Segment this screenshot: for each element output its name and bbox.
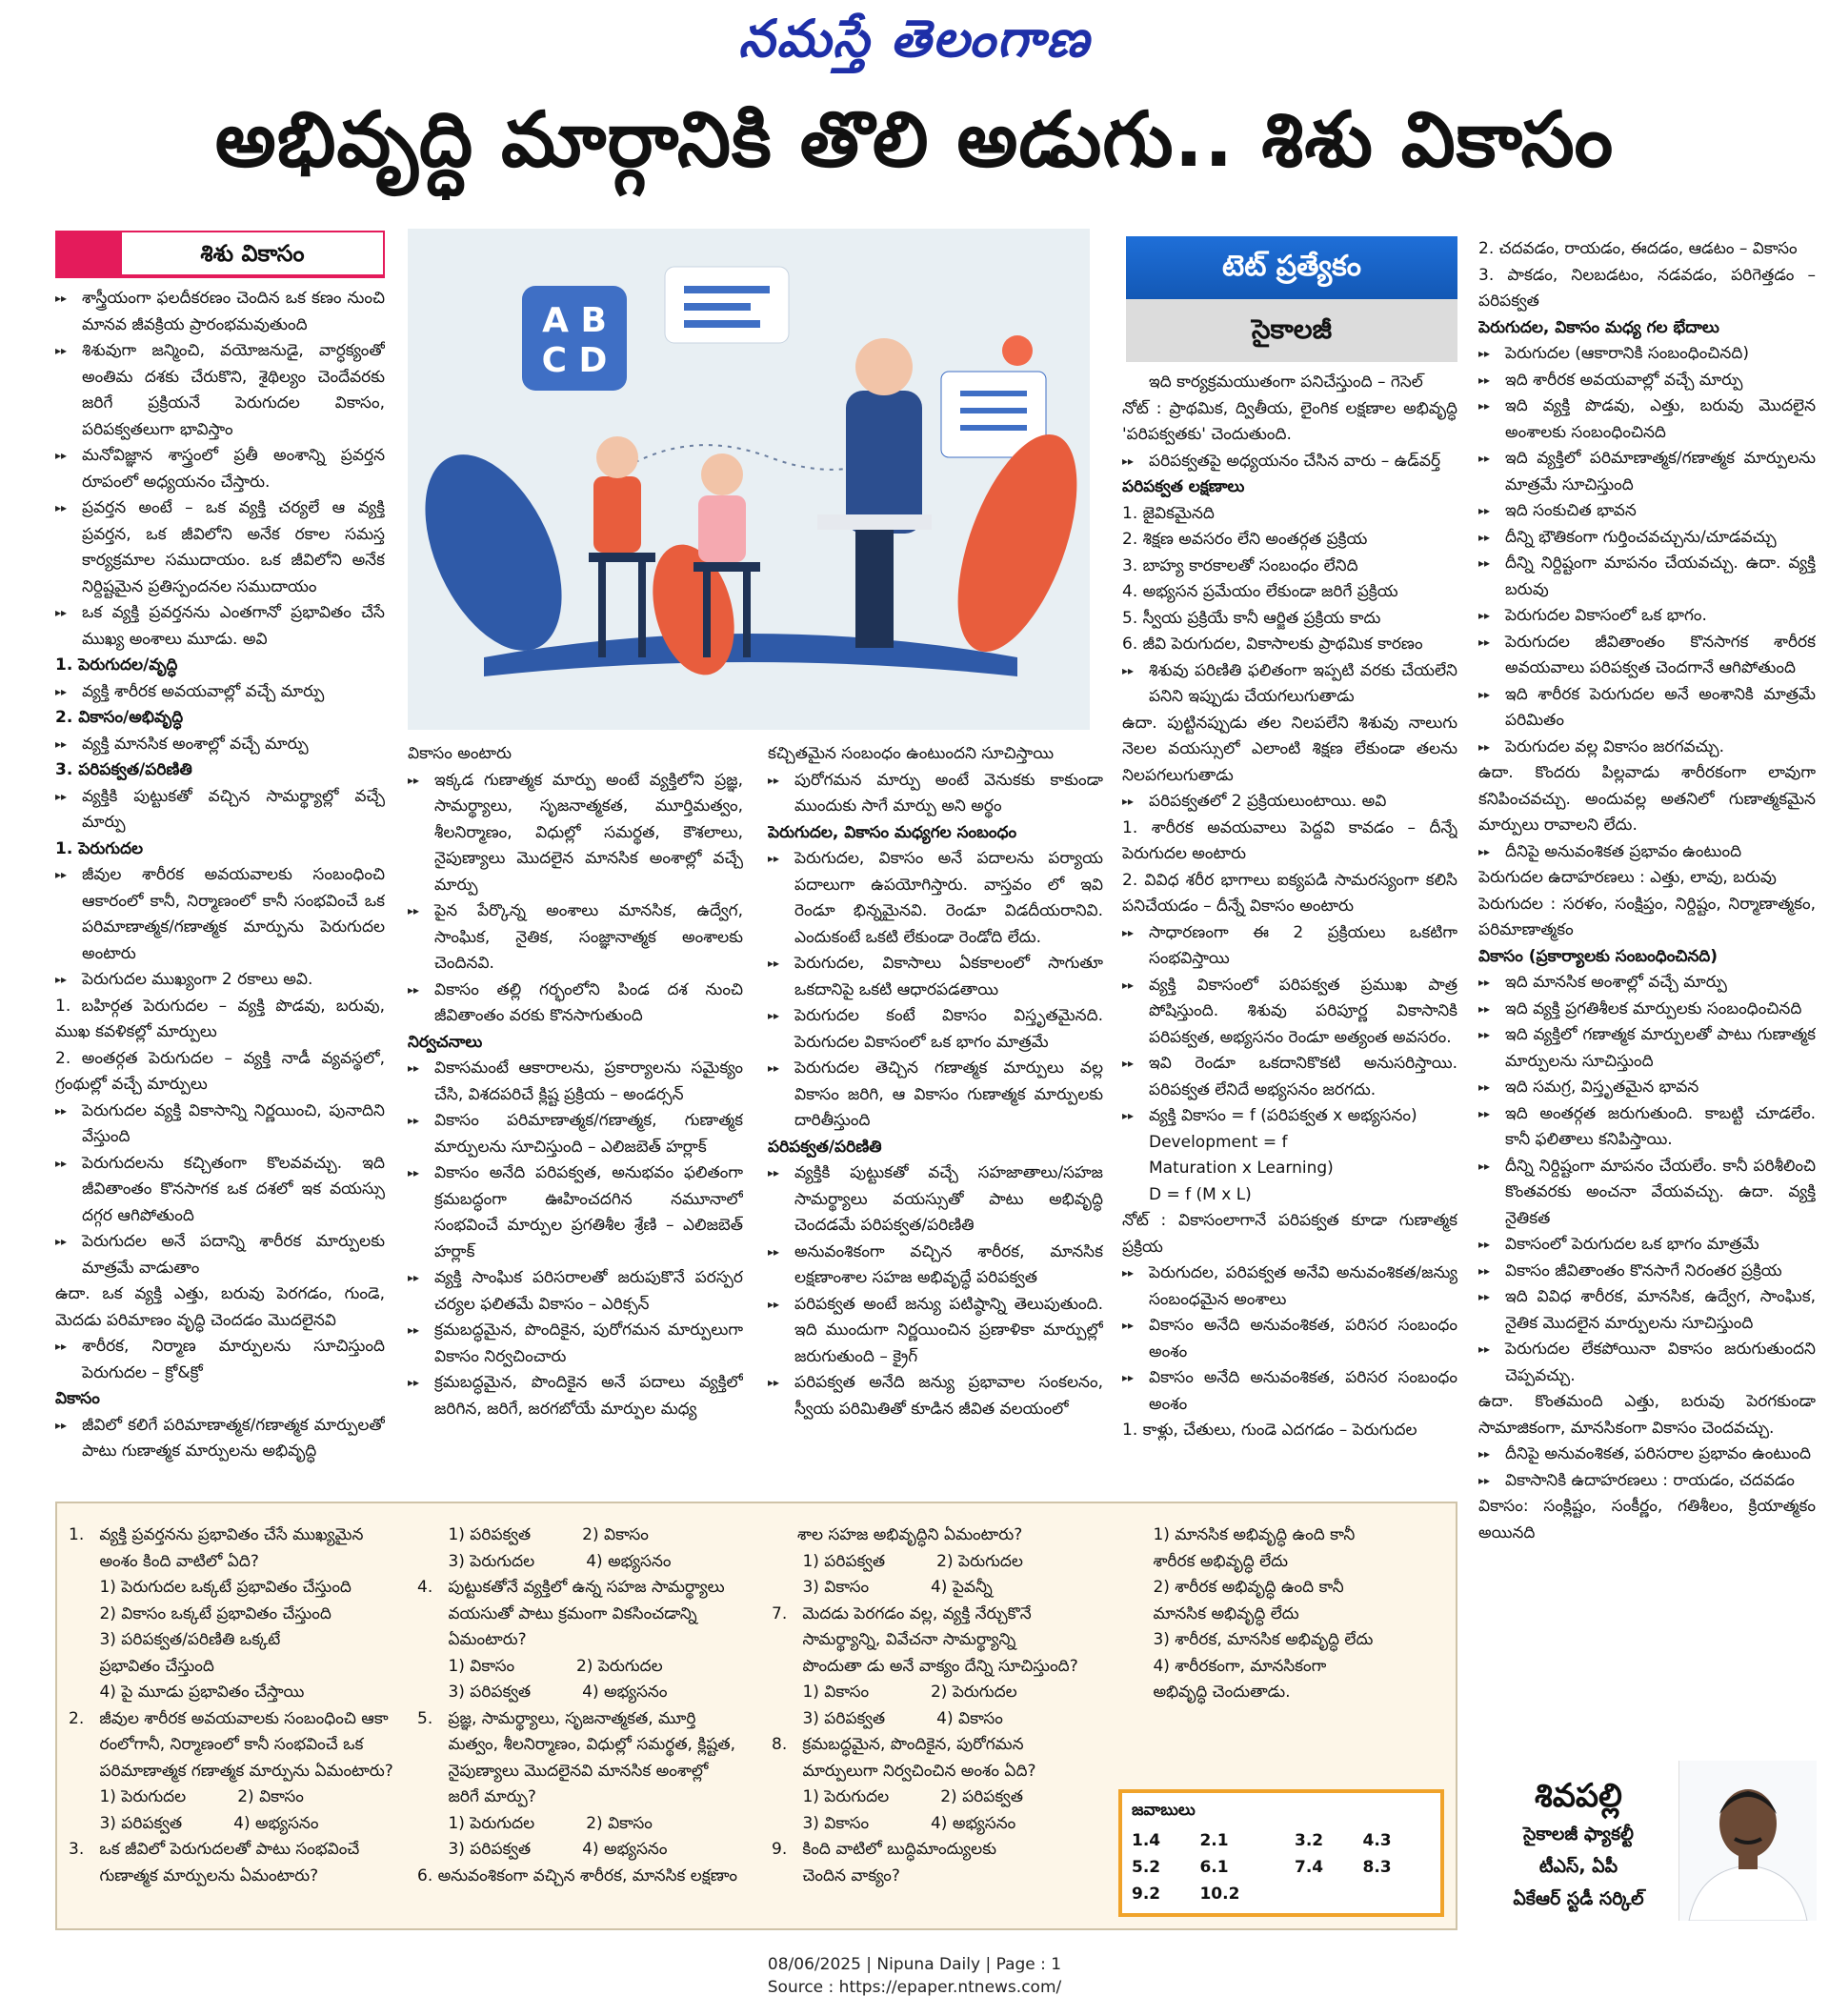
psychology-label: సైకాలజీ [1126, 299, 1457, 362]
paragraph: 1. జైవికమైనది [1122, 503, 1215, 523]
subheading: వికాసం [55, 1389, 100, 1408]
paragraph: D = f (M x L) [1149, 1184, 1252, 1204]
bullet-point: ▸▸ పెరుగుదల లేకపోయినా వికాసం జరుగుతుందని చెప్పవచ్చు. [1478, 1337, 1816, 1389]
bullet-point: ▸▸ పెరుగుదల వల్ల వికాసం జరగవచ్చు. [1478, 735, 1816, 761]
article-column-3 [768, 741, 1103, 1496]
paragraph: 2. అంతర్గత పెరుగుదల – వ్యక్తి నాడీ వ్యవస్థలో, గ్రంథుల్లో వచ్చే మార్పులు [55, 1048, 385, 1094]
bullet-point: ▸▸ పరిపక్వత అంటే జన్యు పటిష్ఠాన్ని తెలుపుతుంది. ఇది ముందుగా నిర్ణయించిన ప్రణాళికా మార్పుల్లో జరుగుతుంది – క్రైగ్ [768, 1292, 1103, 1371]
bullet-point: ▸▸ వ్యక్తి శారీరక అవయవాల్లో వచ్చే మార్పు [55, 679, 385, 706]
bullet-point: ▸▸ ఇక్కడ గుణాత్మక మార్పు అంటే వ్యక్తిలోని ప్రజ్ఞ, సామర్థ్యాలు, సృజనాత్మకత, మూర్తిమత్వం, శీలనిర్మాణం, విధుల్లో సమర్థత, కౌశలాలు, నైపుణ్యాలు మొదలైన మానసిక అంశాల్లో వచ్చే మార్పు [408, 768, 743, 899]
bullet-point: ▸▸ పెరుగుదల కంటే వికాసం విస్తృతమైనది. పెరుగుదల వికాసంలో ఒక భాగం మాత్రమే [768, 1003, 1103, 1056]
page-footer [0, 1953, 1829, 1999]
author-designation: సైకాలజీ ఫ్యాకల్టీ [1523, 1824, 1634, 1845]
paragraph: పెరుగుదల : సరళం, సంక్షిప్తం, నిర్దిష్టం, నిర్మాణాత్మకం, పరిమాణాత్మకం [1478, 894, 1816, 939]
article-column-2 [408, 741, 743, 1496]
author-box [1478, 1761, 1816, 1921]
paragraph: 4. అభ్యసన ప్రమేయం లేకుండా జరిగే ప్రక్రియ [1122, 582, 1398, 601]
bullet-point: ▸▸ ఇది వ్యక్తిలో పరిమాణాత్మక/గణాత్మక మార్పులను మాత్రమే సూచిస్తుంది [1478, 446, 1816, 498]
subheading: 1. పెరుగుదల [55, 838, 144, 858]
bullet-point: ▸▸ పెరుగుదలను కచ్చితంగా కొలవవచ్చు. ఇది జీవితాంతం కొనసాగక ఒక దశలో ఇక వయస్సు దగ్గర ఆగిపోతుంది [55, 1151, 385, 1230]
questions-text-3: శాల సహజ అభివృద్ధిని ఏమంటారు? 1) పరిపక్వత 2) పెరుగుదల 3) వికాసం 4) పైవన్నీ 7. మెదడు పెరగడం వల్ల, వ్యక్తి నేర్చుకొనే సామర్థ్యాన్ని, వివేచనా సామర్థ్యాన్ని పొందుతా డు అనే వాక్యం దేన్ని సూచిస్తుంది? 1) వికాసం 2) పెరుగుదల 3) పరిపక్వత 4) వికాసం 8. క్రమబద్ధమైన, పొందికైన, పురోగమన మార్పులుగా నిర్వచించిన అంశం ఏది? 1) పెరుగుదల 2) పరిపక్వత 3) వికాసం 4) అభ్యసనం 9. కింది వాటిలో బుద్ధిమాంద్యులకు చెందిన వాక్యం? [772, 1525, 1078, 1885]
answer-cell: 5.2 [1132, 1858, 1161, 1877]
bullet-point: ▸▸ శాస్త్రీయంగా ఫలదీకరణం చెందిన ఒక కణం నుంచి మానవ జీవక్రియ ప్రారంభమవుతుంది [55, 286, 385, 338]
bullet-point: ▸▸ క్రమబద్ధమైన, పొందికైన అనే పదాలు వ్యక్తిలో జరిగిన, జరిగే, జరగబోయే మార్పుల మధ్య [408, 1370, 743, 1422]
bullet-point: ▸▸ పరిపక్వత అనేది జన్యు ప్రభావాల సంకలనం, స్వీయ పరిమితితో కూడిన జీవిత వలయంలో [768, 1370, 1103, 1422]
bullet-point: ▸▸ పైన పేర్కొన్న అంశాలు మానసిక, ఉద్వేగ, సాంఘిక, నైతిక, సంజ్ఞానాత్మక అంశాలకు చెందినవి. [408, 898, 743, 978]
answer-cell: 10.2 [1199, 1885, 1240, 1904]
questions-column-2 [417, 1522, 817, 1923]
paragraph: పెరుగుదల ఉదాహరణలు : ఎత్తు, లావు, బరువు [1478, 868, 1777, 887]
bullet-point: ▸▸ వ్యక్తి సాంఘిక పరిసరాలతో జరుపుకొనే పరస్పర చర్యల ఫలితమే వికాసం – ఎరిక్సన్ [408, 1265, 743, 1318]
answer-key-box [1118, 1789, 1444, 1917]
answer-cell: 3.2 [1295, 1831, 1324, 1850]
paragraph: Maturation x Learning) [1149, 1159, 1334, 1178]
paragraph: 1. కాళ్లు, చేతులు, గుండె ఎదగడం – పెరుగుదల [1122, 1421, 1417, 1440]
tet-special-banner [1126, 236, 1457, 362]
paragraph: ఇది కార్యక్రమయుతంగా పనిచేస్తుంది – గెసెల్ [1149, 373, 1423, 392]
subheading: 2. వికాసం/అభివృద్ధి [55, 708, 184, 727]
paragraph: 1. బహిర్గత పెరుగుదల – వ్యక్తి పొడవు, బరువు, ముఖ కవళికల్లో మార్పులు [55, 996, 385, 1041]
bullet-point: ▸▸ ఇది మానసిక అంశాల్లో వచ్చే మార్పు [1478, 970, 1816, 997]
bullet-point: ▸▸ శారీరక, నిర్మాణ మార్పులను సూచిస్తుంది పెరుగుదల – క్రో&క్రో [55, 1334, 385, 1386]
section-label: శిశు వికాసం [55, 231, 385, 278]
answer-row [1132, 1854, 1431, 1881]
footer-source-line: Source : https://epaper.ntnews.com/ [767, 1978, 1062, 1997]
author-portrait [1679, 1761, 1817, 1921]
bullet-point: ▸▸ దీన్ని నిర్దిష్టంగా మాపనం చేయలేం. కానీ పరిశీలించి కొంతవరకు అంచనా వేయవచ్చు. ఉదా. వ్యక్తి నైతికత [1478, 1154, 1816, 1233]
bullet-point: ▸▸ వికాసం అనేది అనువంశికత, పరిసర సంబంధం అంశం [1122, 1313, 1457, 1365]
author-photo [1678, 1761, 1816, 1921]
bullet-point: ▸▸ పెరుగుదల, వికాసాలు ఏకకాలంలో సాగుతూ ఒకదానిపై ఒకటి ఆధారపడతాయి [768, 951, 1103, 1003]
bullet-point: ▸▸ వికాసమంటే ఆకారాలను, ప్రకార్యాలను సమైక్యం చేసి, విశదపరిచే క్లిష్ట ప్రక్రియ – అండర్సన్ [408, 1056, 743, 1108]
paragraph: 2. చదవడం, రాయడం, ఈదడం, ఆడటం – వికాసం [1478, 239, 1798, 258]
bullet-point: ▸▸ వికాసం పరిమాణాత్మక/గణాత్మక, గుణాత్మక మార్పులను సూచిస్తుంది – ఎలిజబెత్ హర్లాక్ [408, 1108, 743, 1160]
bullet-point: ▸▸ పెరుగుదల వికాసంలో ఒక భాగం. [1478, 603, 1816, 630]
answer-cell: 8.3 [1362, 1858, 1392, 1877]
answer-cell: 1.4 [1132, 1831, 1161, 1850]
answer-cell [1362, 1881, 1431, 1907]
bullet-point: ▸▸ వికాసంలో పెరుగుదల ఒక భాగం మాత్రమే [1478, 1232, 1816, 1259]
bullet-point: ▸▸ వికాసం తల్లి గర్భంలోని పిండ దశ నుంచి జీవితాంతం వరకు కొనసాగుతుంది [408, 978, 743, 1030]
paragraph: నోట్ : ప్రాథమిక, ద్వితీయ, లైంగిక లక్షణాల అభివృద్ధి 'పరిపక్వతకు' చెందుతుంది. [1122, 398, 1457, 444]
bullet-point: ▸▸ పరిపక్వతపై అధ్యయనం చేసిన వారు – ఉడ్‌వర్త్ [1122, 449, 1457, 475]
bullet-point: ▸▸ ఇది సమగ్ర, విస్తృతమైన భావన [1478, 1075, 1816, 1101]
bullet-point: ▸▸ ఒక వ్యక్తి ప్రవర్తనను ఎంతగానో ప్రభావితం చేసే ముఖ్య అంశాలు మూడు. అవి [55, 600, 385, 653]
bullet-point: ▸▸ వికాసం అనేది అనువంశికత, పరిసర సంబంధం అంశం [1122, 1365, 1457, 1418]
bullet-point: ▸▸ ఇది శారీరక అవయవాల్లో వచ్చే మార్పు [1478, 368, 1816, 394]
paragraph: 5. స్వీయ ప్రక్రియే కానీ ఆర్జిత ప్రక్రియ కాదు [1122, 608, 1381, 628]
bullet-point: ▸▸ దీనిపై అనువంశికత, పరిసరాల ప్రభావం ఉంటుంది [1478, 1441, 1816, 1468]
answer-cell: 9.2 [1132, 1885, 1161, 1904]
bullet-point: ▸▸ పెరుగుదల అనే పదాన్ని శారీరక మార్పులకు మాత్రమే వాడుతాం [55, 1229, 385, 1281]
paragraph: కచ్చితమైన సంబంధం ఉంటుందని సూచిస్తాయి [768, 744, 1055, 763]
article-headline: అభివృద్ధి మార్గానికి తొలి అడుగు.. శిశు వికాసం [214, 95, 1615, 184]
bullet-point: ▸▸ వ్యక్తి వికాసంలో పరిపక్వత ప్రముఖ పాత్ర పోషిస్తుంది. శిశువు పరిపూర్ణ వికాసానికి పరిపక్వత, అభ్యసనం రెండూ అత్యంత అవసరం. [1122, 973, 1457, 1052]
bullet-point: ▸▸ ఇది వ్యక్తిలో గణాత్మక మార్పులతో పాటు గుణాత్మక మార్పులను సూచిస్తుంది [1478, 1022, 1816, 1075]
bullet-point: ▸▸ ఇది అంతర్గత జరుగుతుంది. కాబట్టి చూడలేం. కానీ ఫలితాలు కనిపిస్తాయి. [1478, 1101, 1816, 1154]
author-state: టీఎస్, ఏపీ [1538, 1856, 1618, 1877]
bullet-point: ▸▸ దీన్ని నిర్దిష్టంగా మాపనం చేయవచ్చు. ఉదా. వ్యక్తి బరువు [1478, 551, 1816, 603]
answer-cell: 4.3 [1362, 1831, 1392, 1850]
bullet-point: ▸▸ వికాసానికి ఉదాహరణలు : రాయడం, చదవడం [1478, 1468, 1816, 1495]
bullet-point: ▸▸ శిశువు పరిణితి ఫలితంగా ఇప్పటి వరకు చేయలేని పనిని ఇప్పుడు చేయగలుగుతాడు [1122, 658, 1457, 711]
bullet-point: ▸▸ పెరుగుదల జీవితాంతం కొనసాగక శారీరక అవయవాలు పరిపక్వత చెందగానే ఆగిపోతుంది [1478, 630, 1816, 682]
subheading: వికాసం (ప్రకార్యాలకు సంబంధించినది) [1478, 946, 1718, 966]
bullet-point: ▸▸ వ్యక్తి మానసిక అంశాల్లో వచ్చే మార్పు [55, 732, 385, 758]
paragraph: ఉదా. ఒక వ్యక్తి ఎత్తు, బరువు పెరగడం, గుండె, మెదడు పరిమాణం వృద్ధి చెందడం మొదలైనవి [55, 1284, 385, 1330]
paragraph: Development = f [1149, 1132, 1288, 1152]
article-column-5 [1478, 236, 1816, 1753]
classroom-illustration [408, 229, 1090, 730]
answer-row [1132, 1827, 1431, 1854]
bullet-point: ▸▸ వికాసం జీవితాంతం కొనసాగే నిరంతర ప్రక్రియ [1478, 1259, 1816, 1285]
bullet-point: ▸▸ ఇది వ్యక్తి ప్రగతిశీలక మార్పులకు సంబంధించినది [1478, 997, 1816, 1023]
paragraph: ఉదా. కొంతమంది ఎత్తు, బరువు పెరగకుండా సామాజికంగా, మానసికంగా వికాసం చెందవచ్చు. [1478, 1392, 1816, 1438]
subheading: పరిపక్వత లక్షణాలు [1122, 477, 1245, 496]
questions-text-4: 1) మానసిక అభివృద్ధి ఉంది కానీ శారీరక అభివృద్ధి లేదు 2) శారీరక అభివృద్ధి ఉంది కానీ మానసిక అభివృద్ధి లేదు 3) శారీరక, మానసిక అభివృద్ధి లేదు 4) శారీరకంగా, మానసికంగా అభివృద్ధి చెందుతాడు. [1153, 1525, 1374, 1702]
bullet-point: ▸▸ పెరుగుదల, పరిపక్వత అనేవి అనువంశికత/జన్యు సంబంధమైన అంశాలు [1122, 1260, 1457, 1313]
newspaper-masthead: నమస్తే తెలంగాణ [738, 8, 1091, 69]
paragraph: 2. వివిధ శరీర భాగాలు ఐక్యపడి సామరస్యంగా కలిసి పనిచేయడం – దీన్నే వికాసం అంటారు [1122, 870, 1457, 916]
bullet-point: ▸▸ ఇది వివిధ శారీరక, మానసిక, ఉద్వేగ, సాంఘిక, నైతిక మొదలైన మార్పులను సూచిస్తుంది [1478, 1284, 1816, 1337]
questions-column-3 [772, 1522, 1172, 1923]
bullet-point: ▸▸ ప్రవర్తన అంటే – ఒక వ్యక్తి చర్యలే ఆ వ్యక్తి ప్రవర్తన, ఒక జీవిలోని అనేక రకాల సమస్త కార్యక్రమాల సముదాయం. ఒక జీవిలోని అనేక నిర్దిష్టమైన ప్రతిస్పందనల సముదాయం [55, 495, 385, 600]
bullet-point: ▸▸ మనోవిజ్ఞాన శాస్త్రంలో ప్రతీ అంశాన్ని ప్రవర్తన రూపంలో అధ్యయనం చేస్తారు. [55, 443, 385, 495]
bullet-point: ▸▸ పురోగమన మార్పు అంటే వెనుకకు కాకుండా ముందుకు సాగే మార్పు అని అర్థం [768, 768, 1103, 820]
bullet-point: ▸▸ వ్యక్తికి పుట్టుకతో వచ్చిన సామర్థ్యాల్లో వచ్చే మార్పు [55, 784, 385, 837]
bullet-point: ▸▸ ఇవి రెండూ ఒకదానికొకటి అనుసరిస్తాయి. పరిపక్వత లేనిదే అభ్యసనం జరగదు. [1122, 1051, 1457, 1103]
bullet-point: ▸▸ పెరుగుదల, వికాసం అనే పదాలను పర్యాయ పదాలుగా ఉపయోగిస్తారు. వాస్తవం లో ఇవి రెండూ భిన్నమైనవి. రెండూ విడదీయరానివి. ఎందుకంటే ఒకటి లేకుండా రెండోది లేదు. [768, 846, 1103, 951]
paragraph: వికాసం: సంక్లిష్టం, సంకీర్ణం, గతిశీలం, క్రియాత్మకం అయినది [1478, 1497, 1816, 1542]
bullet-point: ▸▸ సాధారణంగా ఈ 2 ప్రక్రియలు ఒకటిగా సంభవిస్తాయి [1122, 920, 1457, 973]
bullet-point: ▸▸ ఇది సంకుచిత భావన [1478, 498, 1816, 525]
questions-text-1: 1. వ్యక్తి ప్రవర్తనను ప్రభావితం చేసే ముఖ్యమైన అంశం కింది వాటిలో ఏది? 1) పెరుగుదల ఒక్కటే ప్రభావితం చేస్తుంది 2) వికాసం ఒక్కటే ప్రభావితం చేస్తుంది 3) పరిపక్వత/పరిణితి ఒక్కటే ప్రభావితం చేస్తుంది 4) పై మూడు ప్రభావితం చేస్తాయి 2. జీవుల శారీరక అవయవాలకు సంబంధించి ఆకా రంలోగానీ, నిర్మాణంలో కానీ సంభవించే ఒక పరిమాణాత్మక గణాత్మక మార్పును ఏమంటారు? 1) పెరుగుదల 2) వికాసం 3) పరిపక్వత 4) అభ్యసనం 3. ఒక జీవిలో పెరుగుదలతో పాటు సంభవించే గుణాత్మక మార్పులను ఏమంటారు? [69, 1525, 393, 1885]
bullet-point: ▸▸ పెరుగుదల వ్యక్తి వికాసాన్ని నిర్ణయించి, పునాదిని వేస్తుంది [55, 1099, 385, 1151]
bullet-point: ▸▸ ఇది శారీరక పెరుగుదల అనే అంశానికి మాత్రమే పరిమితం [1478, 682, 1816, 735]
article-column-4 [1122, 370, 1457, 1496]
answer-key-title: జవాబులు [1132, 1801, 1196, 1820]
bullet-point: ▸▸ పెరుగుదల (ఆకారానికి సంబంధించినది) [1478, 341, 1816, 368]
answer-cell: 2.1 [1199, 1831, 1229, 1850]
bullet-point: ▸▸ జీవిలో కలిగే పరిమాణాత్మక/గణాత్మక మార్పులతో పాటు గుణాత్మక మార్పులను అభివృద్ధి [55, 1413, 385, 1465]
answer-row [1132, 1881, 1431, 1907]
bullet-point: ▸▸ ఇది వ్యక్తి పొడవు, ఎత్తు, బరువు మొదలైన అంశాలకు సంబంధించినది [1478, 393, 1816, 446]
bullet-point: ▸▸ అనువంశికంగా వచ్చిన శారీరక, మానసిక లక్షణాంశాల సహజ అభివృద్ధే పరిపక్వత [768, 1240, 1103, 1292]
author-institute: ఏకేఆర్ స్టడీ సర్కిల్ [1513, 1888, 1644, 1909]
subheading: 1. పెరుగుదల/వృద్ధి [55, 655, 178, 675]
answer-cell: 6.1 [1199, 1858, 1229, 1877]
paragraph: నోట్ : వికాసంలాగానే పరిపక్వత కూడా గుణాత్మక ప్రక్రియ [1122, 1211, 1457, 1257]
paragraph: 1. శారీరక అవయవాలు పెద్దవి కావడం – దీన్నే పెరుగుదల అంటారు [1122, 817, 1457, 863]
bullet-point: ▸▸ దీనిపై అనువంశికత ప్రభావం ఉంటుంది [1478, 839, 1816, 866]
paragraph: 6. జీవి పెరుగుదల, వికాసాలకు ప్రాథమిక కారణం [1122, 635, 1423, 654]
questions-column-1 [69, 1522, 450, 1923]
questions-column-4 [1122, 1522, 1446, 1751]
paragraph: 2. శిక్షణ అవసరం లేని అంతర్గత ప్రక్రియ [1122, 530, 1368, 549]
subheading: నిర్వచనాలు [408, 1032, 483, 1052]
svg-text:A B: A B [542, 301, 607, 340]
subheading: పెరుగుదల, వికాసం మధ్యగల సంబంధం [768, 822, 1017, 842]
bullet-point: ▸▸ వ్యక్తి వికాసం = f (పరిపక్వత x అభ్యసనం) [1122, 1103, 1457, 1130]
bullet-point: ▸▸ పెరుగుదల ముఖ్యంగా 2 రకాలు అవి. [55, 967, 385, 994]
svg-text:C D: C D [541, 341, 608, 380]
paragraph: 3. పాకడం, నిలబడటం, నడవడం, పరిగెత్తడం – పరిపక్వత [1478, 265, 1816, 311]
bullet-point: ▸▸ జీవుల శారీరక అవయవాలకు సంబంధించి ఆకారంలో కానీ, నిర్మాణంలో కానీ సంభవించే ఒక పరిమాణాత్మక/గణాత్మక మార్పును పెరుగుదల అంటారు [55, 862, 385, 967]
bullet-point: ▸▸ దీన్ని భౌతికంగా గుర్తించవచ్చును/చూడవచ్చు [1478, 525, 1816, 552]
answer-cell [1295, 1881, 1362, 1907]
paragraph: ఉదా. పుట్టినప్పుడు తల నిలపలేని శిశువు నాలుగు నెలల వయస్సులో ఎలాంటి శిక్షణ లేకుండా తలను నిలపగలుగుతాడు [1122, 713, 1457, 785]
bullet-point: ▸▸ పెరుగుదల తెచ్చిన గణాత్మక మార్పులు వల్ల వికాసం జరిగి, ఆ వికాసం గుణాత్మక మార్పులకు దారితీస్తుంది [768, 1056, 1103, 1135]
bullet-point: ▸▸ పరిపక్వతలో 2 ప్రక్రియలుంటాయి. అవి [1122, 789, 1457, 816]
bullet-point: ▸▸ క్రమబద్ధమైన, పొందికైన, పురోగమన మార్పులుగా వికాసం నిర్వచించారు [408, 1318, 743, 1370]
answer-cell: 7.4 [1295, 1858, 1324, 1877]
paragraph: 3. బాహ్య కారకాలతో సంబంధం లేనిది [1122, 555, 1358, 575]
tet-special-label: టెట్ ప్రత్యేకం [1126, 236, 1457, 299]
article-column-1 [55, 286, 385, 1496]
author-name: శివపల్లి [1535, 1777, 1622, 1815]
bullet-point: ▸▸ వ్యక్తికి పుట్టుకతో వచ్చే సహజాతాలు/సహజ సామర్థ్యాలు వయస్సుతో పాటు అభివృద్ధి చెందడమే పరిపక్వత/పరిణితి [768, 1160, 1103, 1240]
subheading: పెరుగుదల, వికాసం మధ్య గల భేదాలు [1478, 317, 1719, 337]
questions-text-2: 1) పరిపక్వత 2) వికాసం 3) పెరుగుదల 4) అభ్యసనం 4. పుట్టుకతోనే వ్యక్తిలో ఉన్న సహజ సామర్థ్యాలు వయసుతో పాటు క్రమంగా వికసించడాన్ని ఏమంటారు? 1) వికాసం 2) పెరుగుదల 3) పరిపక్వత 4) అభ్యసనం 5. ప్రజ్ఞ, సామర్థ్యాలు, సృజనాత్మకత, మూర్తి మత్వం, శీలనిర్మాణం, విధుల్లో సమర్థత, క్లిష్టత, నైపుణ్యాలు మొదలైనవి మానసిక అంశాల్లో జరిగే మార్పు? 1) పెరుగుదల 2) వికాసం 3) పరిపక్వత 4) అభ్యసనం 6. అనువంశికంగా వచ్చిన శారీరక, మానసిక లక్షణాం [417, 1525, 737, 1885]
paragraph: ఉదా. కొందరు పిల్లవాడు శారీరకంగా లావుగా కనిపించవచ్చు. అందువల్ల అతనిలో గుణాత్మకమైన మార్పులు రావాలని లేదు. [1478, 763, 1816, 835]
child-development-illustration [408, 229, 1090, 730]
subheading: 3. పరిపక్వత/పరిణితి [55, 760, 192, 779]
bullet-point: ▸▸ శిశువుగా జన్మించి, వయోజనుడై, వార్ధక్యంతో అంతిమ దశకు చేరుకొని, శైథిల్యం చెందేవరకు జరిగే ప్రక్రియనే పెరుగుదల వికాసం, పరిపక్వతలుగా భావిస్తాం [55, 338, 385, 443]
bullet-point: ▸▸ వికాసం అనేది పరిపక్వత, అనుభవం ఫలితంగా క్రమబద్ధంగా ఊహించదగిన నమూనాలో సంభవించే మార్పుల ప్రగతిశీల శ్రేణి – ఎలిజబెత్ హర్లాక్ [408, 1160, 743, 1265]
paragraph: వికాసం అంటారు [408, 744, 513, 763]
answer-key-table [1132, 1827, 1431, 1907]
subheading: పరిపక్వత/పరిణితి [768, 1137, 882, 1157]
footer-date-line: 08/06/2025 | Nipuna Daily | Page : 1 [767, 1955, 1062, 1974]
